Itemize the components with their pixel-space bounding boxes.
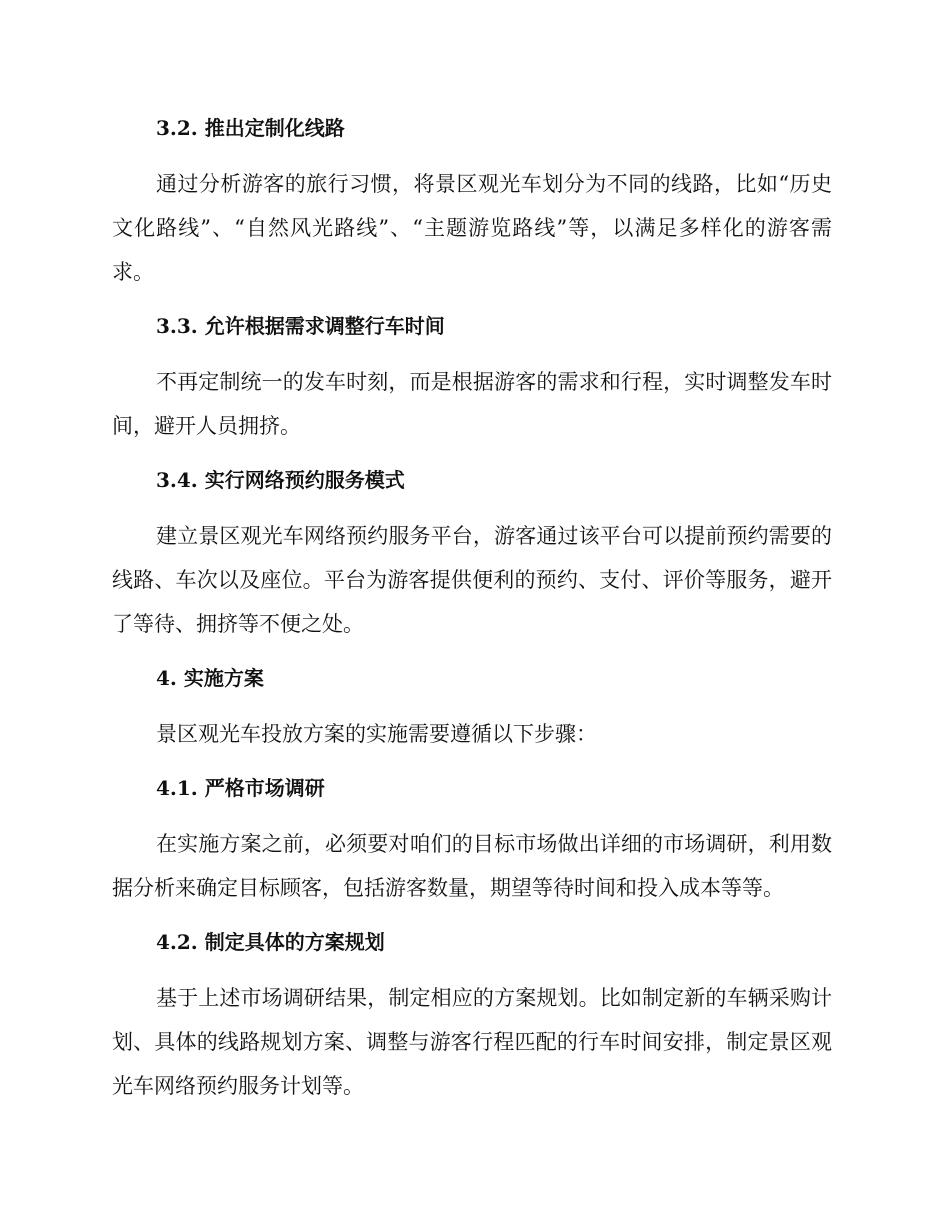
- section-heading-4-2: 4.2. 制定具体的方案规划: [156, 930, 385, 954]
- section-heading-3-3: 3.3. 允许根据需求调整行车时间: [156, 314, 445, 338]
- section-paragraph-4-1: 在实施方案之前，必须要对咱们的目标市场做出详细的市场调研，利用数据分析来确定目标顾客，包括游客数量，期望等待时间和投入成本等等。: [112, 832, 832, 900]
- section-paragraph-3-3: 不再定制统一的发车时刻，而是根据游客的需求和行程，实时调整发车时间，避开人员拥挤。: [112, 370, 832, 438]
- document-content: [112, 108, 832, 1120]
- section-paragraph-4-2: 基于上述市场调研结果，制定相应的方案规划。比如制定新的车辆采购计划、具体的线路规划方案、调整与游客行程匹配的行车时间安排，制定景区观光车网络预约服务计划等。: [112, 986, 832, 1098]
- section-paragraph-3-2: 通过分析游客的旅行习惯，将景区观光车划分为不同的线路，比如“历史文化路线”、“自然风光路线”、“主题游览路线”等，以满足多样化的游客需求。: [112, 172, 832, 284]
- section-heading-3-2: 3.2. 推出定制化线路: [156, 116, 345, 140]
- section-heading-3-4: 3.4. 实行网络预约服务模式: [156, 468, 405, 492]
- section-heading-4: 4. 实施方案: [156, 666, 264, 690]
- section-paragraph-3-4: 建立景区观光车网络预约服务平台，游客通过该平台可以提前预约需要的线路、车次以及座位。平台为游客提供便利的预约、支付、评价等服务，避开了等待、拥挤等不便之处。: [112, 524, 832, 636]
- section-heading-4-1: 4.1. 严格市场调研: [156, 776, 325, 800]
- section-paragraph-4: 景区观光车投放方案的实施需要遵循以下步骤：: [156, 722, 597, 746]
